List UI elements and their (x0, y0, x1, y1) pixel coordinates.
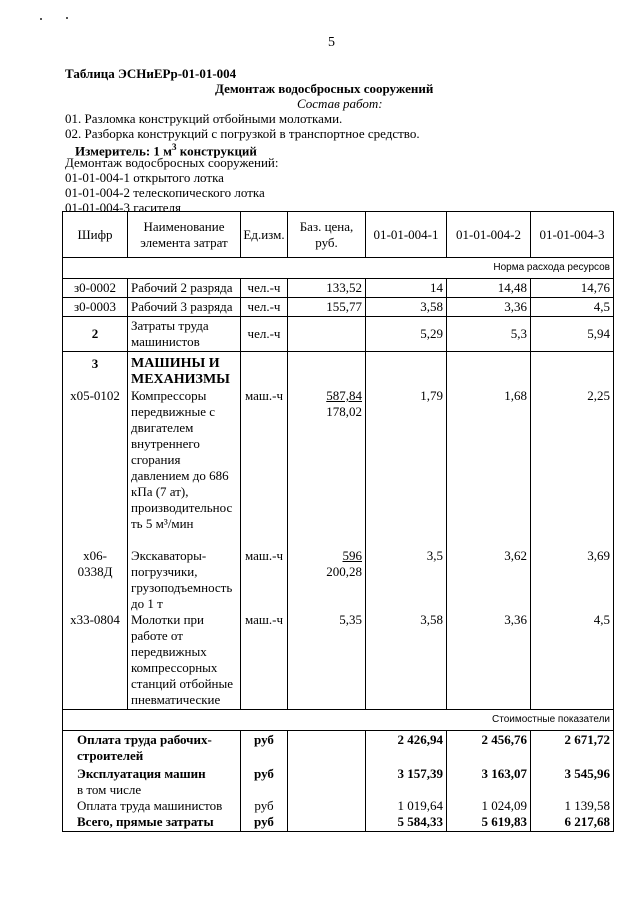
machine-code: х33-0804 (70, 612, 120, 627)
machines-v2 (447, 352, 531, 710)
machine-code: х06-0338Д (77, 548, 113, 579)
cost-labor-unit: руб (254, 732, 274, 747)
variant-item: 01-01-004-3 гасителя (65, 200, 181, 215)
row-v2: 14,48 (447, 279, 531, 298)
machines-codes (63, 352, 128, 710)
variant-item: 01-01-004-2 телескопического лотка (65, 185, 265, 200)
row-v1: 3,58 (366, 298, 447, 317)
subtitle: Демонтаж водосбросных сооружений: (65, 155, 279, 170)
machines-names (128, 352, 241, 710)
row-code: 2 (63, 317, 128, 352)
cost-machines-v3: 3 545,96 (564, 766, 610, 781)
cost-machines-v1: 3 157,39 (397, 766, 443, 781)
row-unit: чел.-ч (241, 279, 288, 298)
cost-col3 (531, 731, 614, 832)
machine-price: 587,84 (326, 388, 362, 403)
col-header-unit: Ед.изм. (241, 212, 288, 258)
cost-machines-v2: 3 163,07 (481, 766, 527, 781)
scan-mark (40, 18, 42, 20)
row-v1: 14 (366, 279, 447, 298)
cost-labor-v1: 2 426,94 (397, 732, 443, 747)
work-item: 01. Разломка конструкций отбойными молотками. (65, 111, 343, 126)
machine-v3: 2,25 (587, 388, 610, 403)
page-number: 5 (328, 35, 335, 50)
table-id: Таблица ЭСНиЕРр-01-01-004 (65, 66, 237, 81)
cost-operators-name: Оплата труда машинистов (77, 798, 223, 813)
cost-total-v3: 6 217,68 (564, 814, 610, 829)
col-header-code: Шифр (63, 212, 128, 258)
cost-labor-name: Оплата труда рабочих-строителей (77, 732, 212, 763)
cost-operators-v3: 1 139,58 (564, 798, 610, 813)
machine-price: 5,35 (339, 612, 362, 627)
machines-block (63, 352, 614, 710)
scan-mark (66, 17, 68, 19)
cost-block (63, 731, 614, 832)
machine-v1: 1,79 (420, 388, 443, 403)
machines-section-title: МАШИНЫ И МЕХАНИЗМЫ (131, 356, 230, 387)
col-header-c3: 01-01-004-3 (531, 212, 614, 258)
row-v1: 5,29 (366, 317, 447, 352)
row-v3: 5,94 (531, 317, 614, 352)
cost-labor-v3: 2 671,72 (564, 732, 610, 747)
cost-names (63, 731, 241, 832)
machines-units (241, 352, 288, 710)
machine-name: Молотки при работе от передвижных компрессорных станций отбойные пневматические (131, 612, 234, 707)
machine-code: х05-0102 (70, 388, 120, 403)
row-code: з0-0003 (63, 298, 128, 317)
cost-operators-v2: 1 024,09 (481, 798, 527, 813)
row-price: 155,77 (288, 298, 366, 317)
variant-item: 01-01-004-1 открытого лотка (65, 170, 224, 185)
col-header-price: Баз. цена, руб. (288, 212, 366, 258)
machine-price-2: 200,28 (326, 564, 362, 579)
cost-col2 (447, 731, 531, 832)
row-unit: чел.-ч (241, 298, 288, 317)
machine-v1: 3,5 (426, 548, 443, 563)
machine-name: Экскаваторы-погрузчики, грузоподъемность до 1 т (131, 548, 233, 611)
meter-prefix: Измеритель: 1 м (75, 143, 173, 159)
col-header-c2: 01-01-004-2 (447, 212, 531, 258)
cost-total-v2: 5 619,83 (481, 814, 527, 829)
machine-unit: маш.-ч (244, 548, 284, 563)
resource-table (62, 211, 614, 832)
machines-prices (288, 352, 366, 710)
row-v2: 3,36 (447, 298, 531, 317)
machines-v1 (366, 352, 447, 710)
row-v3: 14,76 (531, 279, 614, 298)
meter-sup: 3 (172, 142, 177, 152)
norm-label-row (63, 258, 614, 279)
meter-suffix: конструкций (176, 143, 257, 159)
row-unit: чел.-ч (241, 317, 288, 352)
cost-total-v1: 5 584,33 (397, 814, 443, 829)
machine-v2: 3,62 (504, 548, 527, 563)
machine-v2: 1,68 (504, 388, 527, 403)
machine-price: 596 (342, 548, 362, 563)
machine-name: Компрессоры передвижные с двигателем внутреннего сгорания давлением до 686 кПа (7 ат), производительность 5 м³/мин (131, 388, 233, 531)
cost-operators-v1: 1 019,64 (397, 798, 443, 813)
cost-machines-name: Эксплуатация машин (77, 766, 206, 781)
machine-v3: 4,5 (593, 612, 610, 627)
cost-price-empty (288, 731, 366, 832)
machine-v1: 3,58 (420, 612, 443, 627)
row-v2: 5,3 (447, 317, 531, 352)
machine-v3: 3,69 (587, 548, 610, 563)
machine-unit: маш.-ч (244, 612, 284, 627)
machine-price-2: 178,02 (326, 404, 362, 419)
cost-total-name: Всего, прямые затраты (77, 814, 214, 829)
cost-labor-v2: 2 456,76 (481, 732, 527, 747)
norm-label: Норма расхода ресурсов (63, 258, 614, 279)
composition-label: Состав работ: (297, 96, 383, 111)
cost-total-unit: руб (254, 814, 274, 829)
row-name: Рабочий 2 разряда (128, 279, 241, 298)
cost-units (241, 731, 288, 832)
table-row (63, 279, 614, 298)
machines-section-code: 3 (91, 356, 99, 371)
machines-v3 (531, 352, 614, 710)
cost-col1 (366, 731, 447, 832)
col-header-name: Наименование элемента затрат (128, 212, 241, 258)
row-v3: 4,5 (531, 298, 614, 317)
row-name: Затраты труда машинистов (128, 317, 241, 352)
table-row (63, 298, 614, 317)
row-code: з0-0002 (63, 279, 128, 298)
col-header-c1: 01-01-004-1 (366, 212, 447, 258)
table-header-row (63, 212, 614, 258)
machine-unit: маш.-ч (244, 388, 284, 403)
cost-label: Стоимостные показатели (63, 710, 614, 731)
work-item: 02. Разборка конструкций с погрузкой в транспортное средство. (65, 126, 420, 141)
row-price: 133,52 (288, 279, 366, 298)
row-price (288, 317, 366, 352)
cost-label-row (63, 710, 614, 731)
machine-v2: 3,36 (504, 612, 527, 627)
row-name: Рабочий 3 разряда (128, 298, 241, 317)
cost-machines-unit: руб (254, 766, 274, 781)
cost-machines-sub: в том числе (77, 782, 142, 797)
cost-operators-unit: руб (254, 798, 274, 813)
page-title: Демонтаж водосбросных сооружений (215, 81, 434, 96)
table-row (63, 317, 614, 352)
